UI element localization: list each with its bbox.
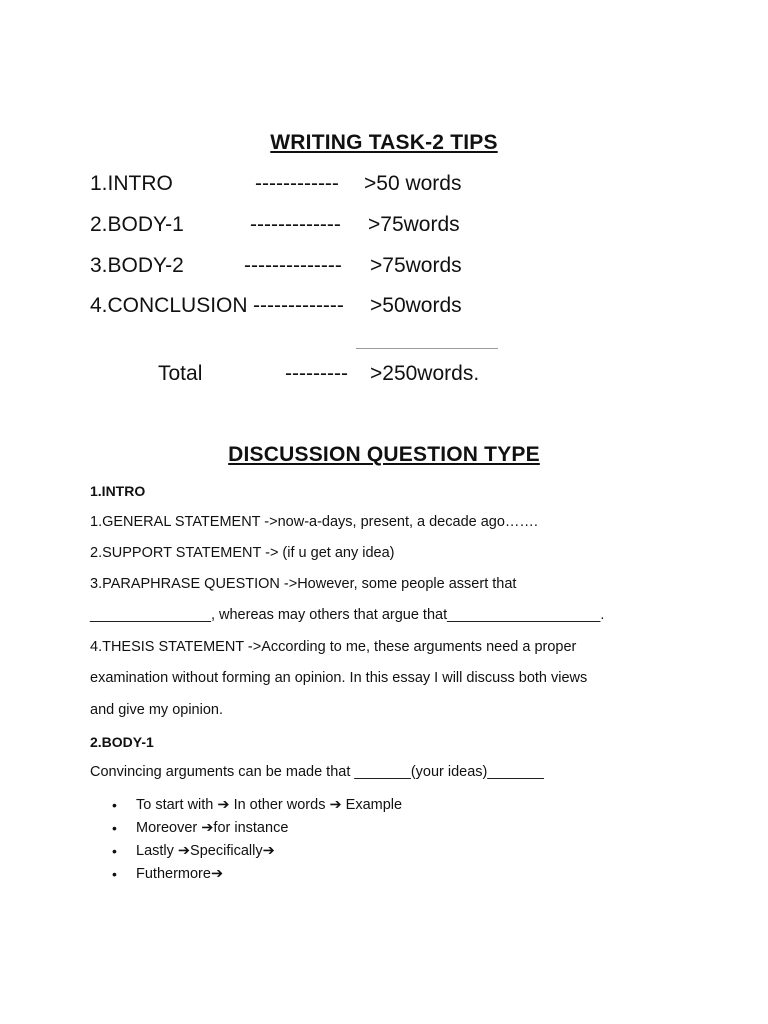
intro-line: 2.SUPPORT STATEMENT -> (if u get any idea) [90, 545, 395, 561]
tip-total-dashes: --------- [285, 362, 348, 385]
tip-body2-label: 3.BODY-2 [90, 254, 184, 277]
tip-total-label: Total [158, 362, 203, 385]
tip-conclusion-label: 4.CONCLUSION [90, 294, 248, 317]
tip-body2-count: >75words [370, 254, 462, 277]
tip-body2-dashes: -------------- [244, 254, 342, 277]
tip-body1-label: 2.BODY-1 [90, 213, 184, 236]
body-heading: 2.BODY-1 [90, 734, 154, 750]
tip-intro-count: >50 words [364, 172, 462, 195]
intro-line: _______________, whereas may others that argue that___________________. [90, 607, 605, 623]
list-item: • Futhermore➔ [110, 864, 402, 887]
intro-line: 1.GENERAL STATEMENT ->now-a-days, present, a decade ago……. [90, 514, 538, 530]
body-line: Convincing arguments can be made that _______(your ideas)_______ [90, 764, 544, 780]
tip-body1-dashes: ------------- [250, 213, 341, 236]
intro-line: 3.PARAPHRASE QUESTION ->However, some people assert that [90, 576, 517, 592]
tip-conclusion-dashes: ------------- [253, 294, 344, 317]
tip-intro-label: 1.INTRO [90, 172, 173, 195]
discussion-title: DISCUSSION QUESTION TYPE [228, 443, 540, 466]
tip-body1-count: >75words [368, 213, 460, 236]
list-item: • Lastly ➔Specifically➔ [110, 841, 402, 864]
tips-title: WRITING TASK-2 TIPS [270, 131, 498, 154]
list-item: • To start with ➔ In other words ➔ Example [110, 795, 402, 818]
intro-line: 4.THESIS STATEMENT ->According to me, these arguments need a proper [90, 639, 577, 655]
intro-line: examination without forming an opinion. In this essay I will discuss both views [90, 670, 588, 686]
tip-total-count: >250words. [370, 362, 480, 385]
list-item: • Moreover ➔for instance [110, 818, 402, 841]
intro-heading: 1.INTRO [90, 483, 146, 499]
intro-line: and give my opinion. [90, 702, 223, 718]
tip-conclusion-count: >50words [370, 294, 462, 317]
tip-intro-dashes: ------------ [255, 172, 339, 195]
sum-divider [356, 348, 498, 349]
transition-list [110, 795, 402, 887]
